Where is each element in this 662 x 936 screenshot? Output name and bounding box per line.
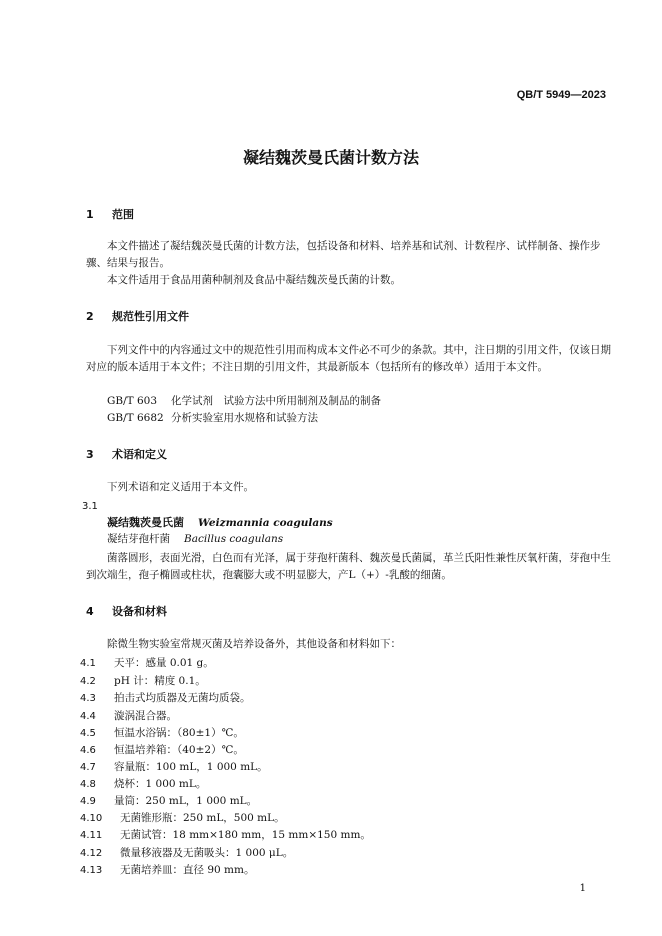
item-number: 4.9 [80, 796, 96, 807]
term-latin: Weizmannia coagulans [198, 517, 333, 529]
term-alternate [107, 531, 283, 548]
section-title: 范围 [112, 208, 134, 221]
equipment-item [80, 759, 268, 776]
item-number: 4.5 [80, 728, 96, 739]
section-heading-scope [86, 206, 134, 222]
equipment-item [80, 673, 206, 690]
equipment-item [80, 793, 257, 810]
section-title: 规范性引用文件 [112, 310, 189, 323]
equipment-item [80, 827, 371, 844]
scope-paragraph-1: 本文件描述了凝结魏茨曼氏菌的计数方法，包括设备和材料、培养基和试剂、计数程序、试样制备、操作步骤、结果与报告。 [86, 240, 601, 269]
item-text: pH 计：精度 0.1。 [114, 675, 206, 687]
scope-paragraph-2: 本文件适用于食品用菌种制剂及食品中凝结魏茨曼氏菌的计数。 [107, 274, 401, 286]
equipment-item [80, 810, 285, 827]
terms-intro: 下列术语和定义适用于本文件。 [107, 481, 254, 493]
section-heading-terms [86, 446, 167, 462]
equipment-item [80, 845, 293, 862]
item-text: 漩涡混合器。 [114, 710, 177, 722]
alternate-chinese: 凝结芽孢杆菌 [107, 533, 170, 545]
reference-item [107, 393, 381, 410]
term-definition: 菌落圆形，表面光滑，白色而有光泽，属于芽孢杆菌科、魏茨曼氏菌属，革兰氏阳性兼性厌氧杆菌，芽孢中生到次端生，孢子椭圆或柱状，孢囊膨大或不明显膨大，产L（+）-乳酸的细菌。 [86, 552, 611, 581]
equipment-item [80, 708, 177, 725]
item-number: 4.8 [80, 779, 96, 790]
item-number: 4.6 [80, 745, 96, 756]
item-text: 天平：感量 0.01 g。 [114, 657, 214, 669]
equipment-item [80, 690, 251, 707]
equipment-item [80, 742, 244, 759]
document-title: 凝结魏茨曼氏菌计数方法 [242, 148, 419, 167]
item-text: 拍击式均质器及无菌均质袋。 [114, 692, 251, 704]
reference-code: GB/T 6682 [107, 412, 164, 424]
equipment-item [80, 862, 254, 879]
term-number: 3.1 [82, 501, 98, 512]
item-number: 4.7 [80, 762, 96, 773]
section-title: 设备和材料 [112, 605, 167, 618]
section-heading-normative [86, 308, 189, 324]
page-number: 1 [579, 883, 586, 894]
section-number: 2 [86, 310, 94, 323]
equipment-intro: 除微生物实验室常规灭菌及培养设备外，其他设备和材料如下： [107, 638, 401, 650]
item-number: 4.3 [80, 693, 96, 704]
section-number: 4 [86, 605, 94, 618]
standard-number: QB/T 5949—2023 [516, 89, 606, 101]
reference-code: GB/T 603 [107, 395, 158, 407]
item-number: 4.1 [80, 658, 96, 669]
item-text: 容量瓶：100 mL，1 000 mL。 [114, 761, 268, 773]
term-chinese: 凝结魏茨曼氏菌 [107, 516, 184, 529]
item-number: 4.11 [80, 830, 103, 841]
item-number: 4.12 [80, 848, 103, 859]
equipment-item [80, 776, 206, 793]
section-number: 1 [86, 208, 94, 221]
normative-paragraph: 下列文件中的内容通过文中的规范性引用而构成本文件必不可少的条款。其中，注日期的引用文件，仅该日期对应的版本适用于本文件；不注日期的引用文件，其最新版本（包括所有的修改单）适用于本文件。 [86, 344, 611, 373]
equipment-item [80, 655, 214, 672]
item-text: 量筒：250 mL，1 000 mL。 [114, 795, 258, 807]
item-number: 4.4 [80, 711, 96, 722]
section-title: 术语和定义 [112, 448, 167, 461]
section-heading-equipment [86, 603, 167, 619]
reference-title: 分析实验室用水规格和试验方法 [171, 412, 318, 424]
item-number: 4.2 [80, 676, 96, 687]
item-text: 恒温培养箱：（40±2）℃。 [114, 744, 244, 756]
section-number: 3 [86, 448, 94, 461]
item-text: 恒温水浴锅：（80±1）℃。 [114, 727, 244, 739]
term-entry [107, 514, 333, 532]
equipment-item [80, 725, 244, 742]
item-text: 烧杯：1 000 mL。 [114, 778, 207, 790]
item-text: 无菌锥形瓶：250 mL，500 mL。 [120, 812, 285, 824]
item-text: 微量移液器及无菌吸头：1 000 μL。 [120, 847, 294, 859]
item-text: 无菌试管：18 mm×180 mm，15 mm×150 mm。 [120, 829, 371, 841]
alternate-latin: Bacillus coagulans [184, 533, 284, 545]
item-number: 4.13 [80, 865, 103, 876]
reference-title: 化学试剂 试验方法中所用制剂及制品的制备 [171, 395, 381, 407]
item-number: 4.10 [80, 813, 103, 824]
reference-item [107, 410, 318, 427]
item-text: 无菌培养皿：直径 90 mm。 [120, 864, 255, 876]
